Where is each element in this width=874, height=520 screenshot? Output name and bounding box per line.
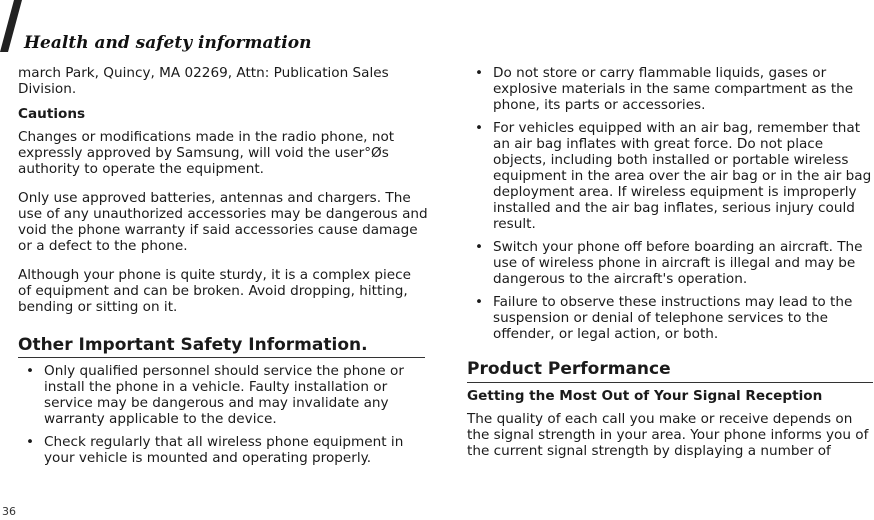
list-item: • Do not store or carry flammable liquids, gases or explosive materials in the same compartment as the phone, its parts or accessories. [467, 65, 873, 113]
left-bullet-list [18, 363, 428, 466]
section-rule [18, 357, 425, 358]
cautions-paragraph-2: Only use approved batteries, antennas and chargers. The use of any unauthorized accessories may be dangerous and void the phone warranty if said accessories cause damage or a defect to the phone. [18, 190, 428, 254]
page-number: 36 [2, 505, 16, 518]
list-item: • Switch your phone off before boarding an aircraft. The use of wireless phone in aircraft is illegal and may be dangerous to the aircraft's operation. [467, 239, 873, 287]
list-item: • Failure to observe these instructions may lead to the suspension or denial of telephone services to the offender, or legal action, or both. [467, 294, 873, 342]
other-safety-heading: Other Important Safety Information. [18, 335, 368, 355]
page-header-title: Health and safety information [24, 33, 312, 53]
list-item: • For vehicles equipped with an air bag, remember that an air bag inflates with great force. Do not place objects, including both installed or portable wireless equipment in the area over the air bag or in the air bag deployment area. If wireless equipment is improperly installed and the air bag inflates, serious injury could result. [467, 120, 873, 232]
cautions-heading: Cautions [18, 106, 86, 122]
list-item: • Check regularly that all wireless phone equipment in your vehicle is mounted and operating properly. [18, 434, 428, 466]
signal-reception-heading: Getting the Most Out of Your Signal Reception [467, 388, 823, 404]
intro-continuation: march Park, Quincy, MA 02269, Attn: Publication Sales Division. [18, 65, 389, 97]
cautions-paragraph-1: Changes or modifications made in the radio phone, not expressly approved by Samsung, will void the user°Øs authority to operate the equipment. [18, 129, 395, 177]
signal-paragraph: The quality of each call you make or receive depends on the signal strength in your area. Your phone informs you of the current signal strength by displaying a number of [467, 411, 869, 459]
list-item: • Only qualified personnel should service the phone or install the phone in a vehicle. Faulty installation or service may be dangerous and may invalidate any warranty applicable to the device. [18, 363, 428, 427]
section-rule [467, 382, 873, 383]
cautions-paragraph-3: Although your phone is quite sturdy, it is a complex piece of equipment and can be broken. Avoid dropping, hitting, bending or sitting on it. [18, 267, 411, 315]
product-performance-heading: Product Performance [467, 359, 671, 379]
right-bullet-list [467, 65, 873, 342]
